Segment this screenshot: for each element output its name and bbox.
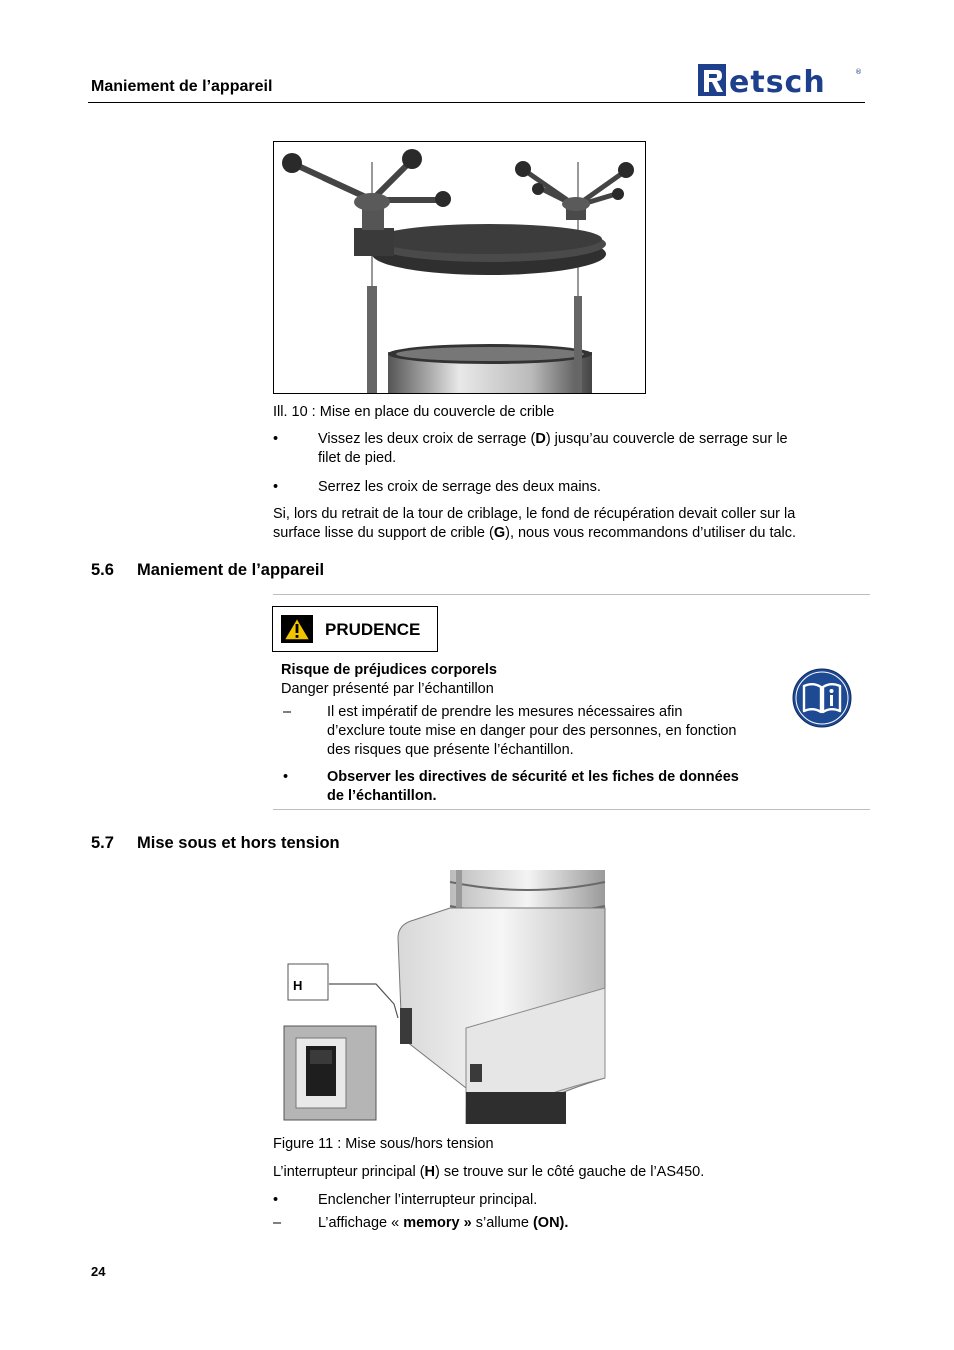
prudence-label-box: [272, 606, 438, 652]
list1-item-1-post: ) jusqu’au couvercle de serrage sur le: [545, 431, 788, 447]
list1-item-1-bold: D: [535, 431, 546, 447]
prudence-label: PRUDENCE: [325, 620, 421, 639]
warning-dash: –: [283, 704, 292, 720]
svg-text:®: ®: [855, 68, 862, 76]
list2-item-2-bold2: (ON).: [532, 1215, 569, 1231]
paragraph-talc-line1: Si, lors du retrait de la tour de criblage, le fond de récupération devait coller sur la: [273, 506, 796, 522]
warning-top-rule: [273, 594, 870, 595]
list2-bullet-1: •: [273, 1192, 279, 1208]
list2-item-1: Enclencher l’interrupteur principal.: [318, 1192, 538, 1208]
warning-dash-line-1: Il est impératif de prendre les mesures nécessaires afin: [327, 704, 683, 720]
warning-bullet-line-1: Observer les directives de sécurité et les fiches de données: [327, 769, 739, 785]
paragraph-talc-line2-pre: surface lisse du support de crible (: [273, 525, 494, 541]
list2-dash-2: –: [273, 1215, 282, 1231]
warning-dash-text: [327, 703, 787, 760]
paragraph-talc: [273, 505, 873, 543]
figure-11-callout-h: H: [293, 978, 303, 993]
header-rule: [88, 102, 865, 103]
figure-10-caption: Ill. 10 : Mise en place du couvercle de crible: [273, 404, 555, 420]
paragraph-switch-post: ) se trouve sur le côté gauche de l’AS450.: [435, 1164, 705, 1180]
list1-item-1-line2: filet de pied.: [318, 450, 397, 466]
list2-item-2: [318, 1214, 568, 1233]
warning-bullet: •: [283, 769, 289, 785]
list2-item-2-mid: s’allume: [471, 1215, 533, 1231]
list1-item-2: Serrez les croix de serrage des deux mains.: [318, 479, 601, 495]
list2-item-2-bold: memory »: [403, 1215, 472, 1231]
warning-triangle-icon: [281, 615, 313, 643]
page-number: 24: [91, 1264, 106, 1279]
warning-bullet-text: [327, 768, 797, 806]
warning-bottom-rule: [273, 809, 870, 810]
warning-dash-line-2: d’exclure toute mise en danger pour des personnes, en fonction: [327, 723, 737, 739]
paragraph-switch-bold: H: [424, 1164, 436, 1180]
header-title: Maniement de l’appareil: [91, 78, 273, 95]
warning-bullet-line-2: de l’échantillon.: [327, 788, 437, 804]
figure-11-caption: Figure 11 : Mise sous/hors tension: [273, 1136, 494, 1152]
paragraph-talc-bold: G: [493, 525, 506, 541]
warning-dash-line-3: des risques que présente l’échantillon.: [327, 742, 574, 758]
figure-10-image: [273, 141, 646, 394]
section-5-6-number: 5.6: [91, 561, 114, 579]
list1-bullet-1: •: [273, 431, 279, 447]
svg-text:etsch: etsch: [729, 65, 826, 98]
list1-bullet-2: •: [273, 479, 279, 495]
paragraph-switch-location: [273, 1163, 704, 1182]
list1-item-1: [318, 430, 858, 468]
figure-11-image: [280, 868, 610, 1124]
warning-subtitle: Danger présenté par l’échantillon: [281, 681, 494, 697]
manual-info-icon: [792, 668, 852, 728]
list1-item-1-pre: Vissez les deux croix de serrage (: [318, 431, 536, 447]
warning-title: Risque de préjudices corporels: [281, 662, 497, 678]
section-5-7-title: Mise sous et hors tension: [137, 834, 340, 852]
list2-item-2-pre: L’affichage «: [318, 1215, 404, 1231]
paragraph-switch-pre: L’interrupteur principal (: [273, 1164, 425, 1180]
section-5-6-title: Maniement de l’appareil: [137, 561, 325, 579]
section-5-7-number: 5.7: [91, 834, 114, 852]
sieve-lid-illustration: [274, 142, 645, 393]
paragraph-talc-line2-post: ), nous vous recommandons d’utiliser du talc.: [505, 525, 797, 541]
retsch-logo: [697, 62, 865, 98]
